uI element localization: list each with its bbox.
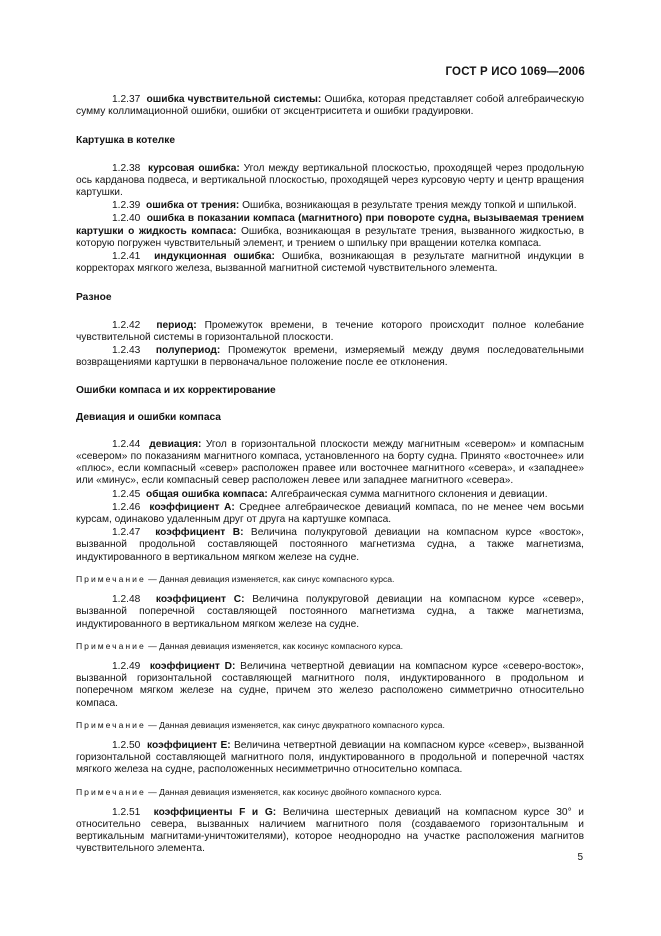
clause-term: коэффициент E: [147, 739, 231, 751]
clause-1-2-51 [76, 807, 584, 856]
section-heading-deviatsiya: Девиация и ошибки компаса [76, 411, 221, 423]
clause-1-2-39 [76, 200, 584, 212]
clause-number: 1.2.44 [112, 438, 141, 450]
clause-number: 1.2.38 [112, 162, 141, 174]
clause-1-2-41 [76, 251, 584, 275]
clause-term: коэффициент D: [149, 660, 236, 672]
note-text: — Данная девиация изменяется, как синус компасного курса. [145, 573, 395, 584]
clause-number: 1.2.37 [112, 94, 141, 105]
clause-1-2-49 [76, 661, 584, 710]
clause-term: индукционная ошибка: [154, 251, 275, 263]
clause-1-2-48 [76, 594, 584, 631]
clause-text: Промежуток времени, измеряемый между двумя последовательными возвращениями картушки в первоначальное положение после ее отклонения. [76, 345, 584, 369]
clause-number: 1.2.41 [112, 251, 141, 263]
note-1-2-49 [76, 719, 584, 731]
clause-1-2-44 [76, 439, 584, 488]
clause-term: общая ошибка компаса: [146, 488, 268, 500]
clause-text: Ошибка, возникающая в результате трения, вызванного жидкостью, в которую погружен чувствительный элемент, и трением о шпильку при вращении котелка компаса. [76, 225, 584, 249]
clause-term: ошибка от трения: [146, 200, 240, 212]
note-label: Примечание [76, 573, 146, 584]
clause-term: коэффициент A: [149, 501, 235, 513]
clause-text: Величина полукруговой девиации на компасном курсе «восток», вызванной продольной составляющей постоянного магнетизма судна, а также магнетизма, индуктированного в вертикальном мягком железе на судне. [76, 527, 584, 563]
clause-term: ошибка в показании компаса (магнитного) при повороте судна, вызываемая трением картушки о жидкость компаса: [76, 213, 584, 237]
clause-number: 1.2.45 [112, 488, 141, 500]
section-heading-kartushka: Картушка в котелке [76, 135, 176, 147]
clause-number: 1.2.43 [112, 345, 141, 357]
clause-number: 1.2.47 [112, 527, 141, 539]
clause-term: коэффициент C: [155, 594, 245, 606]
note-label: Примечание [76, 719, 146, 730]
clause-term: полупериод: [155, 345, 221, 357]
clause-1-2-38 [76, 163, 584, 200]
clause-text: Промежуток времени, в течение которого происходит полное колебание чувствительной системы в горизонтальной плоскости. [76, 319, 584, 343]
clause-1-2-47 [76, 527, 584, 564]
page-content [76, 94, 584, 857]
clause-number: 1.2.50 [112, 739, 141, 751]
clause-1-2-37 [76, 94, 584, 118]
section-heading-raznoe: Разное [76, 292, 112, 304]
clause-term: коэффициент B: [155, 527, 244, 539]
note-label: Примечание [76, 786, 146, 797]
clause-term: ошибка чувствительной системы: [146, 94, 322, 105]
clause-term: коэффициенты F и G: [153, 806, 277, 818]
note-1-2-47 [76, 573, 584, 585]
clause-text: Ошибка, которая представляет собой алгебраическую сумму коллимационной ошибки, ошибки от эксцентриситета и ошибки градуировки. [76, 94, 584, 118]
note-1-2-48 [76, 640, 584, 652]
clause-1-2-40 [76, 213, 584, 250]
clause-text: Алгебраическая сумма магнитного склонения и девиации. [267, 488, 548, 500]
clause-1-2-43 [76, 345, 584, 369]
clause-1-2-46 [76, 502, 584, 526]
clause-text: Величина полукруговой девиации на компасном курсе «север», вызванной поперечной составляющей постоянного магнетизма судна, а также магнетизма, индуктированного в вертикальном мягком железе на судне. [76, 594, 585, 630]
clause-text: Угол между вертикальной плоскостью, проходящей через продольную ось карданова подвеса, и вертикальной плоскостью, проходящей через курсовую черту и центр вращения картушки. [76, 162, 584, 199]
clause-text: Ошибка, возникающая в результате магнитной индукции в корректорах мягкого железа, вызванной магнитной системой чувствительного элемента. [76, 251, 584, 275]
note-text: — Данная девиация изменяется, как синус двукратного компасного курса. [145, 719, 445, 730]
note-text: — Данная девиация изменяется, как косинус компасного курса. [145, 640, 404, 651]
clause-text: Величина четвертной девиации на компасном курсе «северо-восток», вызванной горизонтальной составляющей магнитного поля, индуктированного в продольном и поперечном мягком железе на судне, причем это железо расположено симметрично относительно компаса. [76, 660, 584, 709]
clause-number: 1.2.49 [112, 660, 141, 672]
clause-number: 1.2.39 [112, 200, 141, 212]
clause-text: Ошибка, возникающая в результате трения между топкой и шпилькой. [239, 200, 577, 212]
clause-number: 1.2.42 [112, 319, 141, 331]
clause-number: 1.2.51 [112, 806, 141, 818]
standard-header: ГОСТ Р ИСО 1069—2006 [445, 66, 585, 78]
page-number: 5 [577, 852, 583, 863]
clause-number: 1.2.46 [112, 501, 141, 513]
clause-term: период: [156, 319, 197, 331]
clause-1-2-50 [76, 740, 584, 777]
note-label: Примечание [76, 640, 146, 651]
note-1-2-50 [76, 786, 584, 798]
note-text: — Данная девиация изменяется, как косинус двойного компасного курса. [145, 786, 442, 797]
clause-number: 1.2.48 [112, 594, 141, 606]
section-heading-oshibki: Ошибки компаса и их корректирование [76, 385, 276, 397]
clause-1-2-45 [76, 489, 584, 501]
clause-text: Угол в горизонтальной плоскости между магнитным «севером» и компасным «севером» по показаниям магнитного компаса, установленного на борту судна. Принято «восточнее» или «плюс», если компасный «север» расположен правее или восточнее магнитного «севера», и «западнее» или «минус», если компасный север расположен левее или западнее магнитного «севера». [76, 438, 584, 487]
clause-text: Величина четвертной девиации на компасном курсе «север», вызванной горизонтальной составляющей магнитного поля, индуктированного в продольной и поперечной частях мягкого железа на судне, расположенных несимметрично относительно компаса. [76, 739, 584, 776]
clause-text: Величина шестерных девиаций на компасном курсе 30° и относительно севера, вызванных наличием магнитного поля (создаваемого горизонтальным и вертикальным магнитами-уничтожителями), которое неоднородно на участке расположения магнитов чувствительного элемента. [76, 806, 584, 855]
clause-1-2-42 [76, 320, 584, 344]
clause-term: курсовая ошибка: [148, 162, 240, 174]
clause-term: девиация: [149, 438, 202, 450]
clause-text: Среднее алгебраическое девиаций компаса, по не менее чем восьми курсам, одинаково удаленным друг от друга на картушке компаса. [76, 501, 584, 526]
clause-number: 1.2.40 [112, 213, 141, 225]
